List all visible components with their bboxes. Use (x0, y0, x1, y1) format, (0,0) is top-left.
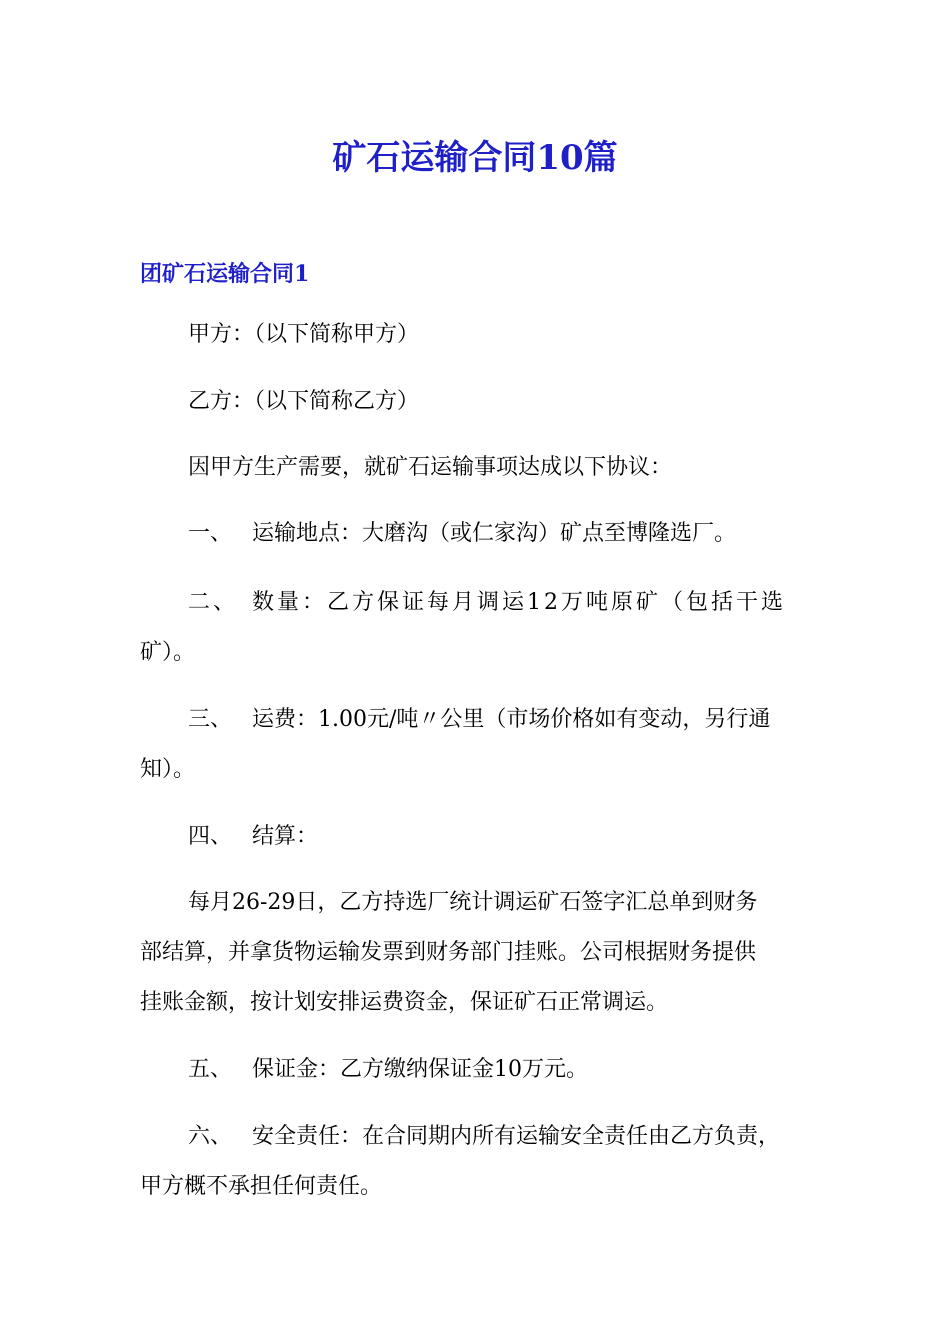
clause-number: 二、 (188, 590, 239, 615)
clause-number: 三、 (188, 707, 233, 732)
clause-1 (140, 509, 820, 559)
clause-text: 运输地点：大磨沟（或仁家沟）矿点至博隆选厂。 (252, 521, 737, 546)
clause-6 (140, 1112, 820, 1162)
clause-6-continuation: 甲方概不承担任何责任。 (140, 1174, 383, 1199)
clause-3-continuation: 知）。 (140, 757, 196, 782)
clause-text: 保证金：乙方缴纳保证金10万元。 (252, 1057, 588, 1082)
clause-text: 运费：1.00元/吨〃公里（市场价格如有变动，另行通 (252, 707, 771, 732)
party-a-line: 甲方：（以下简称甲方） (188, 322, 420, 347)
intro-line: 因甲方生产需要，就矿石运输事项达成以下协议： (188, 455, 673, 480)
clause-text: 安全责任：在合同期内所有运输安全责任由乙方负责， (252, 1124, 781, 1149)
clause-number: 一、 (188, 521, 233, 546)
clause-4 (140, 812, 820, 862)
section-title: 团矿石运输合同1 (140, 261, 310, 287)
settlement-line-2: 部结算，并拿货物运输发票到财务部门挂账。公司根据财务提供 (140, 940, 757, 965)
document-title: 矿石运输合同10篇 (332, 138, 618, 178)
clause-2-continuation: 矿）。 (140, 640, 196, 665)
clause-text: 数量：乙方保证每月调运12万吨原矿（包括干选 (252, 590, 786, 615)
settlement-line-3: 挂账金额，按计划安排运费资金，保证矿石正常调运。 (140, 990, 669, 1015)
clause-5 (140, 1045, 820, 1095)
clause-3 (140, 695, 820, 745)
clause-text: 结算： (252, 824, 319, 849)
clause-number: 六、 (188, 1124, 233, 1149)
clause-2 (140, 578, 820, 628)
party-b-line: 乙方：（以下简称乙方） (188, 389, 420, 414)
clause-number: 四、 (188, 824, 233, 849)
settlement-line-1: 每月26-29日，乙方持选厂统计调运矿石签字汇总单到财务 (188, 890, 758, 915)
clause-number: 五、 (188, 1057, 233, 1082)
